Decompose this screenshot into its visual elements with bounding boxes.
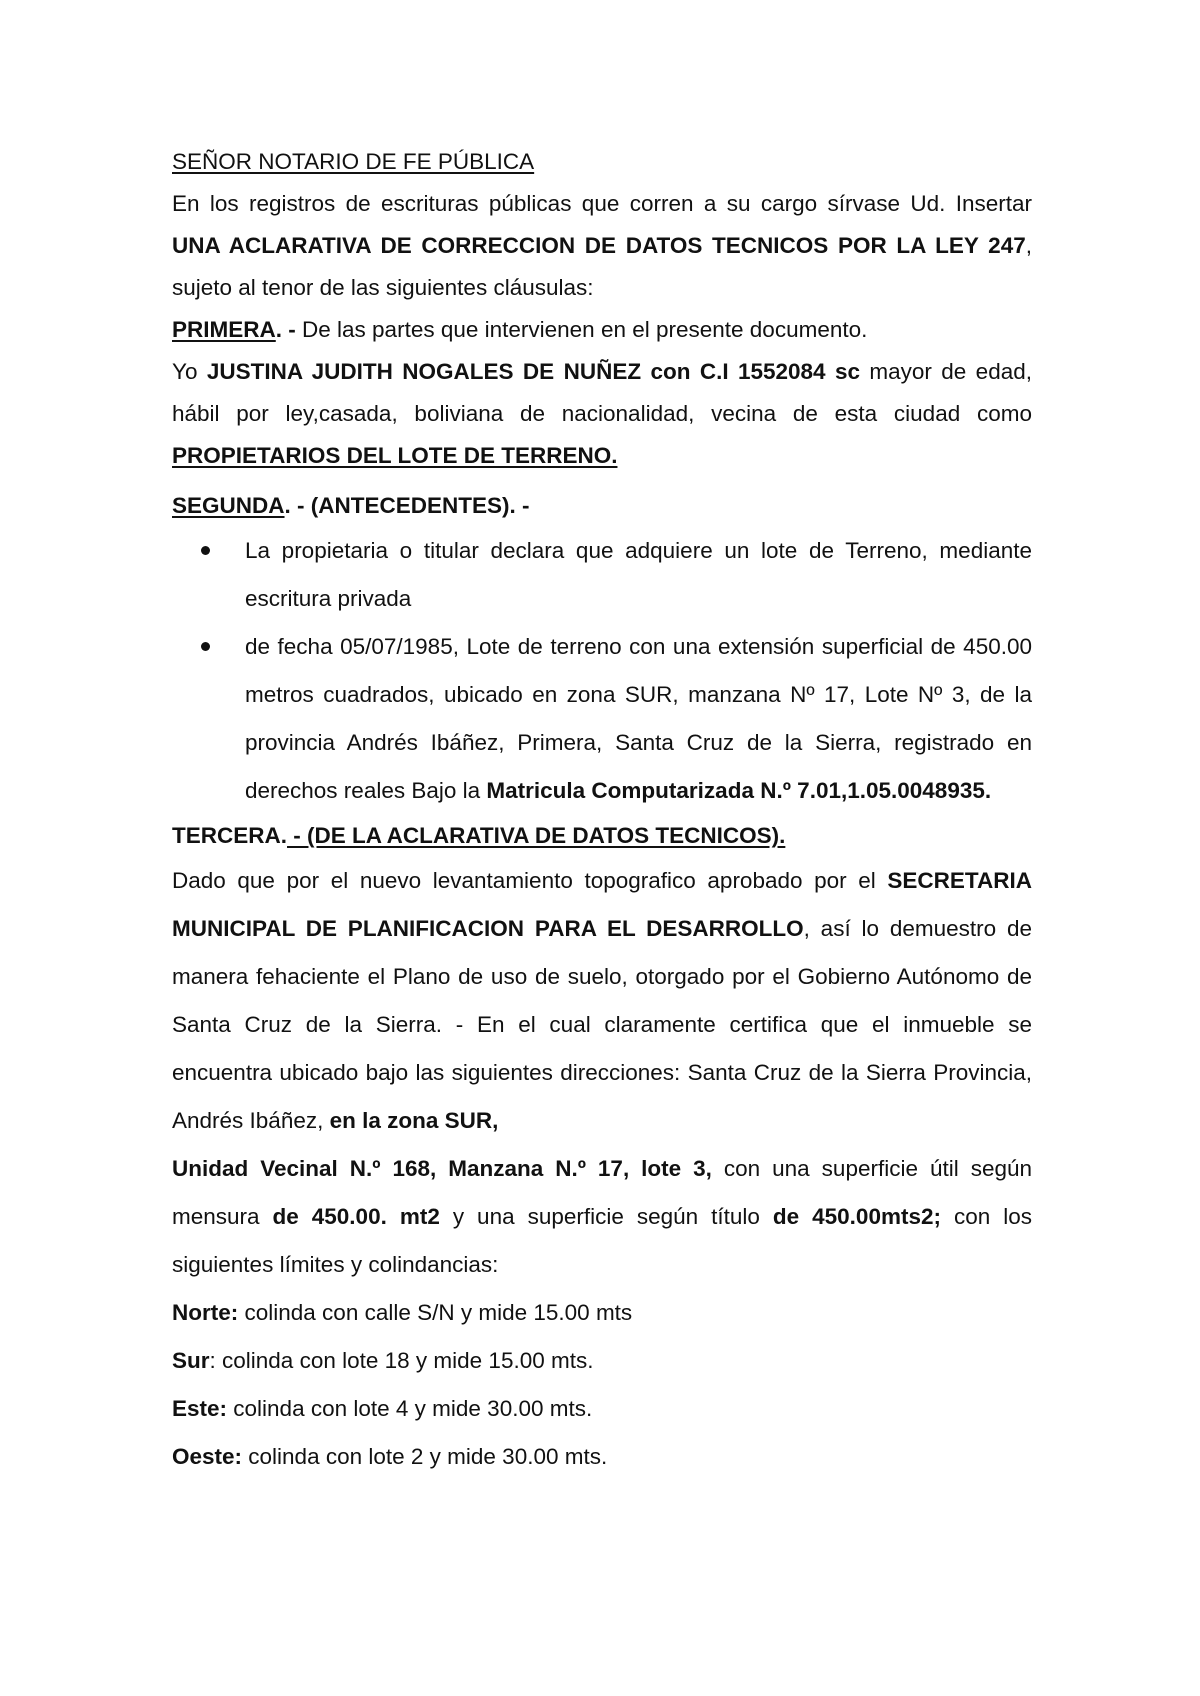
segunda-label: SEGUNDA — [172, 493, 285, 518]
dado-paragraph — [172, 857, 1032, 1145]
bullet-2-text: de fecha 05/07/1985, Lote de terreno con una extensión superficial de 450.00 metros cuadrados, ubicado en zona SUR, manzana Nº 17, Lote Nº 3, de la provincia Andrés Ibáñez, Primera, Santa Cruz de la Sierra, registrado en derechos reales Bajo la — [245, 634, 1032, 803]
parties-paragraph — [172, 351, 1032, 477]
intro-paragraph — [172, 183, 1032, 309]
bullet-1-text: La propietaria o titular declara que adquiere un lote de Terreno, mediante escritura privada — [245, 538, 1032, 611]
limit-sur — [172, 1337, 1032, 1385]
limit-este — [172, 1385, 1032, 1433]
unidad-vecinal: Unidad Vecinal N.º 168, Manzana N.º 17, lote 3, — [172, 1156, 712, 1181]
intro-text-1: En los registros de escrituras públicas que corren a su cargo sírvase Ud. Insertar — [172, 191, 1032, 216]
unidad-titulo: de 450.00mts2; — [772, 1204, 941, 1229]
parties-name-id: JUSTINA JUDITH NOGALES DE NUÑEZ con C.I 1552084 sc — [206, 359, 860, 384]
primera-text: De las partes que intervienen en el presente documento. — [295, 317, 868, 342]
limit-label: Sur — [172, 1348, 210, 1373]
limit-text: : colinda con lote 18 y mide 15.00 mts. — [209, 1348, 594, 1373]
bullet-2-matricula: Matricula Computarizada N.º 7.01,1.05.0048935. — [486, 778, 992, 803]
limit-norte — [172, 1289, 1032, 1337]
segunda-rest: . - (ANTECEDENTES). - — [284, 493, 530, 518]
heading-text: SEÑOR NOTARIO DE FE PÚBLICA — [172, 149, 535, 174]
limit-label: Norte: — [172, 1300, 239, 1325]
tercera-clause — [172, 815, 1032, 857]
unidad-text-2: y una superficie según título — [439, 1204, 773, 1229]
tercera-rest: - (DE LA ACLARATIVA DE DATOS TECNICOS). — [287, 823, 786, 848]
parties-text-2: mayor de edad, hábil por ley,casada, boliviana de nacionalidad, vecina de esta ciudad como — [172, 359, 1032, 426]
dado-text-1: Dado que por el nuevo levantamiento topografico aprobado por el — [172, 868, 888, 893]
parties-owners: PROPIETARIOS DEL LOTE DE TERRENO. — [172, 443, 618, 468]
limit-text: colinda con lote 2 y mide 30.00 mts. — [242, 1444, 608, 1469]
intro-bold-title: UNA ACLARATIVA DE CORRECCION DE DATOS TECNICOS POR LA LEY 247 — [172, 233, 1026, 258]
bullet-icon — [201, 642, 210, 651]
antecedentes-list — [172, 527, 1032, 815]
bullet-icon — [201, 546, 210, 555]
unidad-text-1: con una superficie útil según mensura — [172, 1156, 1032, 1229]
primera-label: PRIMERA — [172, 317, 276, 342]
unidad-mensura: de 450.00. mt2 — [272, 1204, 440, 1229]
limit-oeste — [172, 1433, 1032, 1481]
unidad-paragraph — [172, 1145, 1032, 1289]
dado-secretaria: SECRETARIA MUNICIPAL DE PLANIFICACION PARA EL DESARROLLO — [172, 868, 1032, 941]
tercera-label: TERCERA. — [172, 823, 288, 848]
unidad-text-3: con los siguientes límites y colindancias: — [172, 1204, 1032, 1277]
limit-label: Oeste: — [172, 1444, 243, 1469]
list-item — [245, 527, 1032, 623]
segunda-clause — [172, 485, 1032, 527]
parties-text-1: Yo — [172, 359, 207, 384]
primera-clause — [172, 309, 1032, 351]
dado-zona: en la zona SUR, — [329, 1108, 499, 1133]
limit-label: Este: — [172, 1396, 228, 1421]
document-heading — [172, 141, 1032, 183]
primera-dash: . - — [275, 317, 296, 342]
limit-text: colinda con calle S/N y mide 15.00 mts — [238, 1300, 633, 1325]
list-item — [245, 623, 1032, 815]
intro-text-2: , sujeto al tenor de las siguientes cláusulas: — [172, 233, 1032, 300]
limit-text: colinda con lote 4 y mide 30.00 mts. — [227, 1396, 593, 1421]
dado-text-2: , así lo demuestro de manera fehaciente el Plano de uso de suelo, otorgado por el Gobierno Autónomo de Santa Cruz de la Sierra. - En el cual claramente certifica que el inmueble se encuentra ubicado bajo las siguientes direcciones: Santa Cruz de la Sierra Provincia, Andrés Ibáñez, — [172, 916, 1032, 1133]
